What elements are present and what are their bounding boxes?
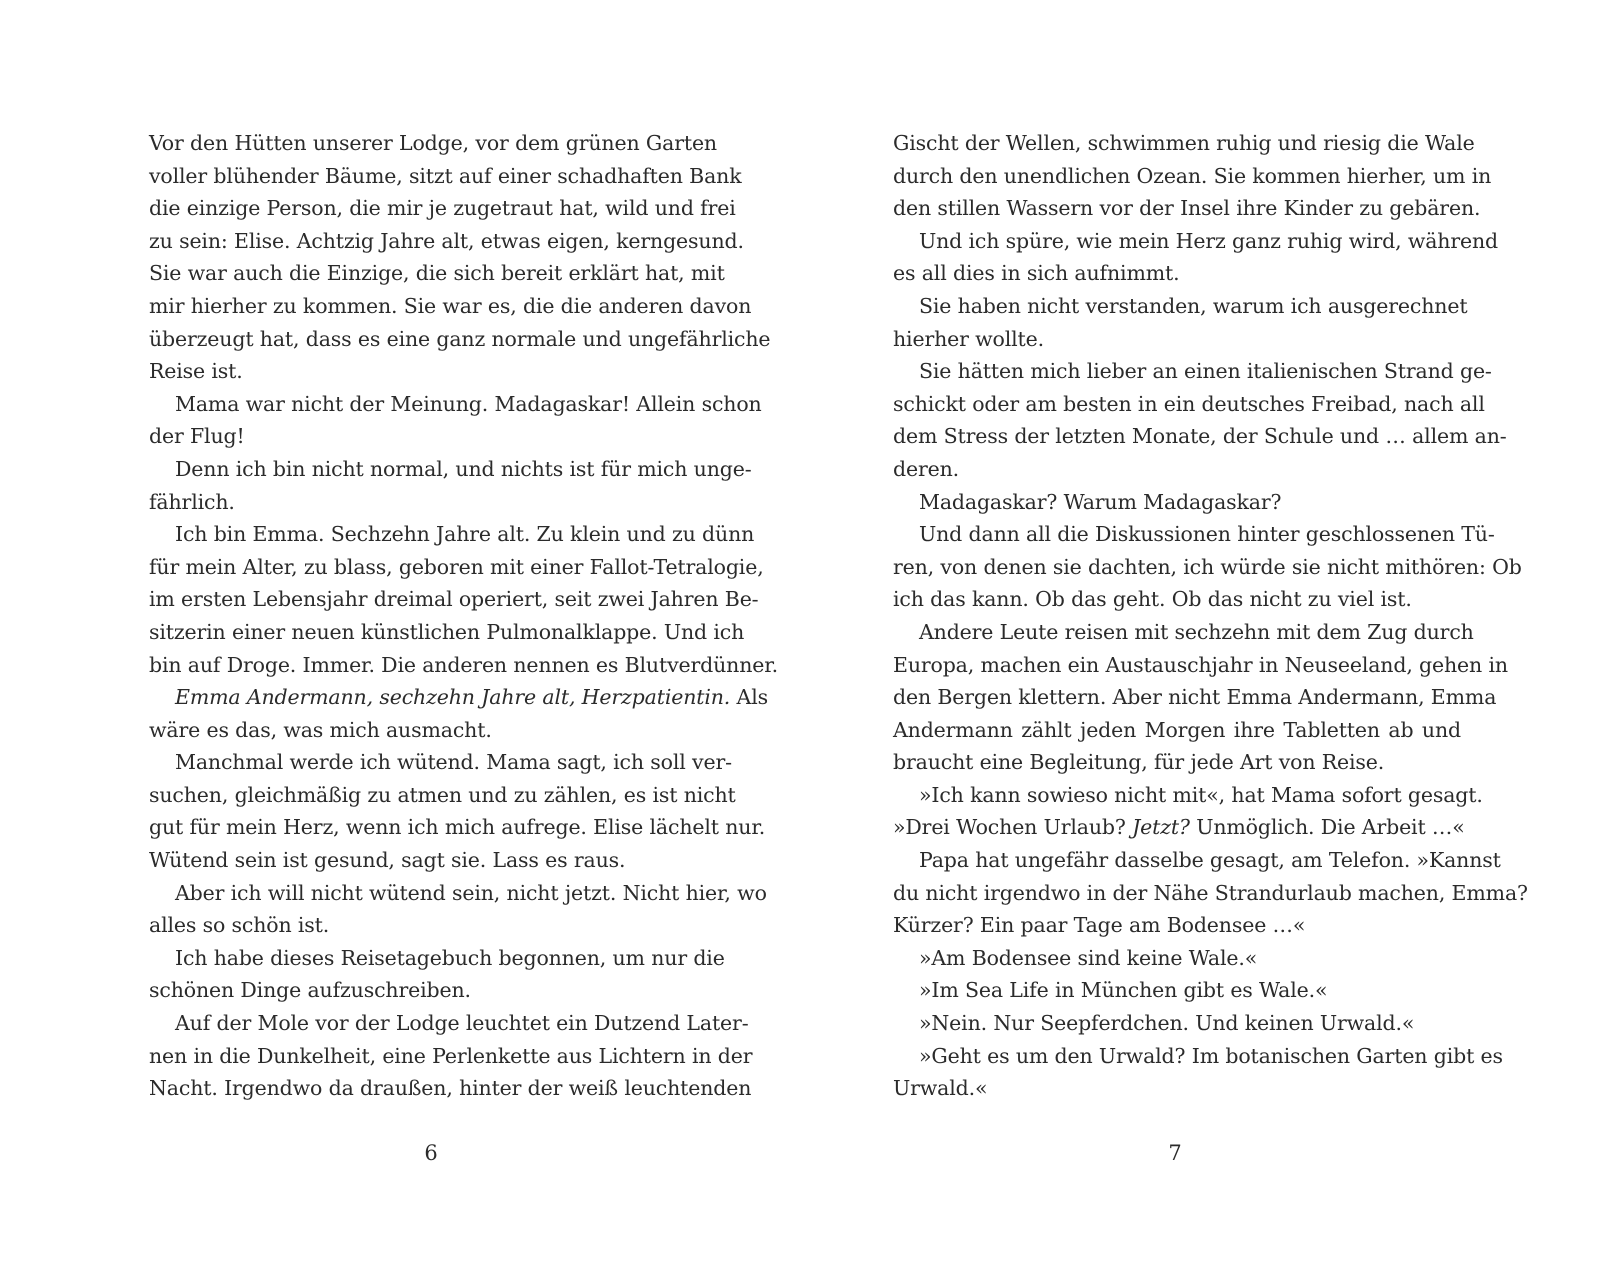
text-line: nen in die Dunkelheit, eine Perlenkette aus Lichtern in der: [149, 1043, 753, 1068]
text-line: Kürzer? Ein paar Tage am Bodensee …«: [893, 913, 1306, 938]
text-line: Und dann all die Diskussionen hinter geschlossenen Tü-: [919, 522, 1495, 547]
text-line: Manchmal werde ich wütend. Mama sagt, ich soll ver-: [175, 750, 732, 775]
text-line: für mein Alter, zu blass, geboren mit einer Fallot-Tetralogie,: [149, 554, 764, 579]
text-fragment: Unmöglich. Die Arbeit …«: [1196, 815, 1465, 840]
text-line: zu sein: Elise. Achtzig Jahre alt, etwas eigen, kerngesund.: [149, 228, 744, 253]
text-line: Vor den Hütten unserer Lodge, vor dem grünen Garten: [149, 131, 717, 155]
text-fragment: »Drei Wochen Urlaub?: [893, 815, 1126, 840]
text-line: Und ich spüre, wie mein Herz ganz ruhig wird, während: [919, 228, 1499, 253]
text-line: Reise ist.: [149, 359, 243, 384]
text-fragment: Als: [736, 685, 768, 710]
text-line: Ich habe dieses Reisetagebuch begonnen, um nur die: [175, 945, 725, 970]
text-line: »Geht es um den Urwald? Im botanischen Garten gibt es: [919, 1043, 1503, 1068]
text-line: Denn ich bin nicht normal, und nichts ist für mich unge-: [175, 456, 752, 481]
text-line: du nicht irgendwo in der Nähe Strandurlaub machen, Emma?: [893, 880, 1528, 905]
text-line: dem Stress der letzten Monate, der Schule und … allem an-: [893, 424, 1507, 449]
text-line: schickt oder am besten in ein deutsches Freibad, nach all: [893, 391, 1485, 416]
text-line: bin auf Droge. Immer. Die anderen nennen es Blutverdünner.: [149, 652, 779, 677]
text-line: Wütend sein ist gesund, sagt sie. Lass es raus.: [149, 848, 626, 873]
text-line: Ich bin Emma. Sechzehn Jahre alt. Zu klein und zu dünn: [175, 522, 755, 547]
text-line: alles so schön ist.: [149, 913, 330, 938]
text-line: Andermann zählt jeden Morgen ihre Tabletten ab und: [893, 717, 1461, 742]
text-line: [149, 681, 768, 714]
text-line: ren, von denen sie dachten, ich würde sie nicht mithören: Ob: [893, 554, 1522, 579]
text-line: Andere Leute reisen mit sechzehn mit dem Zug durch: [919, 619, 1474, 644]
text-line: Sie hätten mich lieber an einen italienischen Strand ge-: [919, 359, 1492, 384]
text-line: mir hierher zu kommen. Sie war es, die die anderen davon: [149, 293, 752, 318]
text-line: Urwald.«: [893, 1076, 988, 1101]
text-line: überzeugt hat, dass es eine ganz normale und ungefährliche: [149, 326, 771, 351]
text-line: wäre es das, was mich ausmacht.: [149, 717, 492, 742]
text-line: hierher wollte.: [893, 326, 1044, 351]
text-line: sitzerin einer neuen künstlichen Pulmonalklappe. Und ich: [149, 619, 745, 644]
right-page-body: [893, 127, 1528, 1105]
text-line: suchen, gleichmäßig zu atmen und zu zählen, es ist nicht: [149, 782, 736, 807]
text-line: Auf der Mole vor der Lodge leuchtet ein Dutzend Later-: [175, 1011, 749, 1036]
text-line: der Flug!: [149, 424, 245, 449]
text-line: die einzige Person, die mir je zugetraut hat, wild und frei: [149, 196, 736, 221]
text-line: »Am Bodensee sind keine Wale.«: [919, 945, 1258, 970]
left-page-body: [149, 127, 779, 1105]
italic-phrase: Jetzt?: [1132, 815, 1190, 840]
text-line: braucht eine Begleitung, für jede Art von Reise.: [893, 750, 1385, 775]
text-line: [893, 811, 1465, 844]
text-line: Sie war auch die Einzige, die sich bereit erklärt hat, mit: [149, 261, 725, 286]
text-line: gut für mein Herz, wenn ich mich aufrege. Elise lächelt nur.: [149, 815, 766, 840]
text-line: Gischt der Wellen, schwimmen ruhig und riesig die Wale: [893, 131, 1475, 155]
text-line: den stillen Wassern vor der Insel ihre Kinder zu gebären.: [893, 196, 1481, 221]
text-line: es all dies in sich aufnimmt.: [893, 261, 1180, 286]
text-line: »Ich kann sowieso nicht mit«, hat Mama sofort gesagt.: [919, 782, 1483, 807]
text-line: Madagaskar? Warum Madagaskar?: [919, 489, 1282, 514]
text-line: Nacht. Irgendwo da draußen, hinter der weiß leuchtenden: [149, 1076, 752, 1101]
italic-phrase: Emma Andermann, sechzehn Jahre alt, Herzpatientin.: [175, 685, 731, 710]
text-line: Mama war nicht der Meinung. Madagaskar! Allein schon: [175, 391, 762, 416]
text-line: Europa, machen ein Austauschjahr in Neuseeland, gehen in: [893, 652, 1508, 677]
text-line: ich das kann. Ob das geht. Ob das nicht zu viel ist.: [893, 587, 1412, 612]
page-number-right: 7: [1168, 1141, 1182, 1165]
text-line: schönen Dinge aufzuschreiben.: [149, 978, 471, 1003]
text-line: voller blühender Bäume, sitzt auf einer schadhaften Bank: [149, 163, 742, 188]
text-line: fährlich.: [149, 489, 235, 514]
text-line: Aber ich will nicht wütend sein, nicht jetzt. Nicht hier, wo: [175, 880, 767, 905]
text-line: den Bergen klettern. Aber nicht Emma Andermann, Emma: [893, 685, 1497, 710]
text-line: durch den unendlichen Ozean. Sie kommen hierher, um in: [893, 163, 1492, 188]
text-line: Sie haben nicht verstanden, warum ich ausgerechnet: [919, 293, 1468, 318]
page-number-left: 6: [424, 1141, 438, 1165]
text-line: deren.: [893, 456, 960, 481]
text-line: »Nein. Nur Seepferdchen. Und keinen Urwald.«: [919, 1011, 1415, 1036]
text-line: im ersten Lebensjahr dreimal operiert, seit zwei Jahren Be-: [149, 587, 759, 612]
text-line: »Im Sea Life in München gibt es Wale.«: [919, 978, 1328, 1003]
text-line: Papa hat ungefähr dasselbe gesagt, am Telefon. »Kannst: [919, 848, 1501, 873]
